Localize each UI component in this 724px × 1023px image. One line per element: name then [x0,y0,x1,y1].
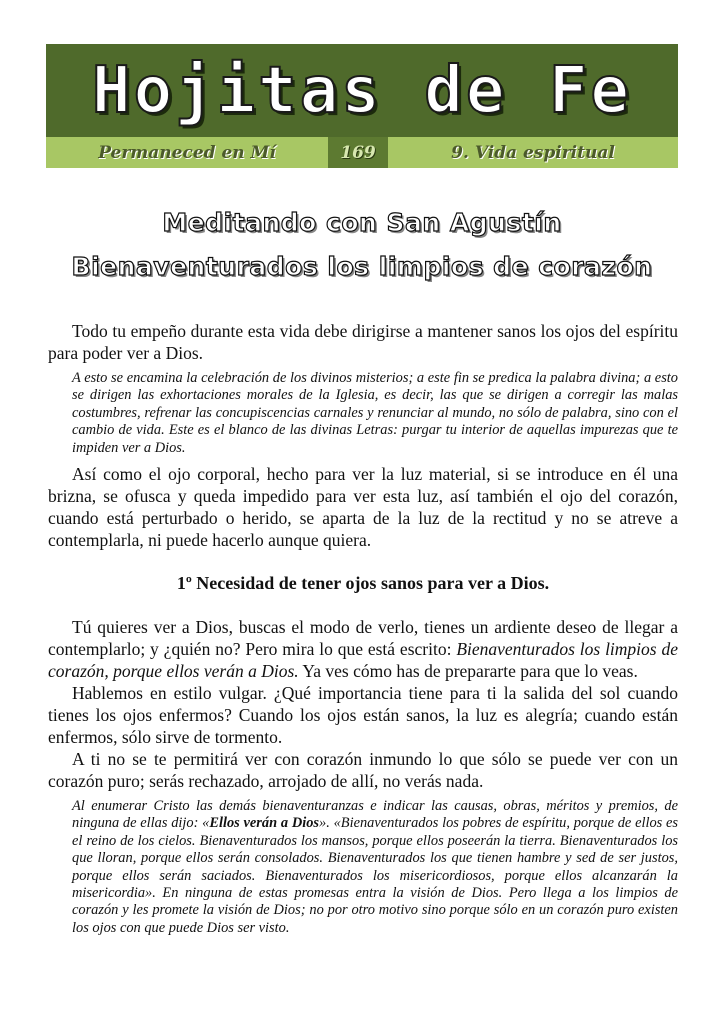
quote-1: A esto se encamina la celebración de los divinos misterios; a este fin se predica la palabra divina; a esto se dirigen las exhortaciones morales de la Iglesia, es decir, las que se dirigen a corregir las malas costumbres, refrenar las concupiscencias carnales y renunciar al mundo, no sólo de palabra, sino con el cambio de vida. Este es el blanco de las divinas Letras: purgar tu interior de aquellas impurezas que te impiden ver a Dios. [72,370,678,456]
category-label: 9. Vida espiritual [451,142,615,163]
paragraph-4: Hablemos en estilo vulgar. ¿Qué importancia tiene para ti la salida del sol cuando tienes los ojos enfermos? Cuando los ojos están sanos, la luz es alegría; cuando están enfermos, sólo sirve de tormento. [48,683,678,748]
article-body [48,320,678,937]
series-label: Permaneced en Mí [98,142,276,163]
paragraph-2: Así como el ojo corporal, hecho para ver la luz material, si se introduce en él una brizna, se ofusca y queda impedido para ver esta luz, así también el ojo del corazón, cuando está perturbado o herido, se aparta de la luz de la rectitud y no se atreve a contemplarla, ni puede hacerlo aunque quiera. [48,464,678,551]
quote-2: Al enumerar Cristo las demás bienaventuranzas e indicar las causas, obras, méritos y premios, de ninguna de ellas dijo: «Ellos verán a Dios». «Bienaventurados los pobres de espíritu, porque de ellos es el reino de los cielos. Bienaventurados los mansos, porque ellos poseerán la tierra. Bienaventurados los que lloran, porque ellos serán consolados. Bienaventurados los que tienen hambre y sed de ser justos, porque ellos serán saciados. Bienaventurados los misericordiosos, porque ellos alcanzarán la misericordia». En ninguna de estas promesas entra la visión de Dios. Pero llega a los limpios de corazón y les promete la visión de Dios; no por otro motivo sino porque sólo en un corazón puro existen los ojos con que puede Dios ser visto. [72,798,678,936]
paragraph-3: Tú quieres ver a Dios, buscas el modo de verlo, tienes un ardiente deseo de llegar a contemplarlo; y ¿quién no? Pero mira lo que está escrito: Bienaventurados los limpios de corazón, porque ellos verán a Dios. Ya ves cómo has de prepararte para que lo veas. [48,617,678,682]
emphasis-phrase: Ellos verán a Dios [209,815,320,832]
issue-number: 169 [328,137,388,168]
section-heading: 1º Necesidad de tener ojos sanos para ver a Dios. [176,573,550,594]
paragraph-1: Todo tu empeño durante esta vida debe dirigirse a mantener sanos los ojos del espíritu para poder ver a Dios. [48,321,678,363]
scripture-quote: Bienaventurados los limpios de corazón, porque ellos verán a Dios. [48,639,678,682]
brand-title: Hojitas de Fe [92,53,632,128]
header-banner [46,44,678,168]
page-title-line2: Bienaventurados los limpios de corazón [71,252,653,281]
paragraph-5: A ti no se te permitirá ver con corazón inmundo lo que sólo se puede ver con un corazón puro; serás rechazado, arrojado de allí, no verás nada. [48,749,678,792]
header-info-bar [46,137,678,168]
page-title-line1: Meditando con San Agustín [162,208,562,237]
header-brand-band [46,44,678,137]
